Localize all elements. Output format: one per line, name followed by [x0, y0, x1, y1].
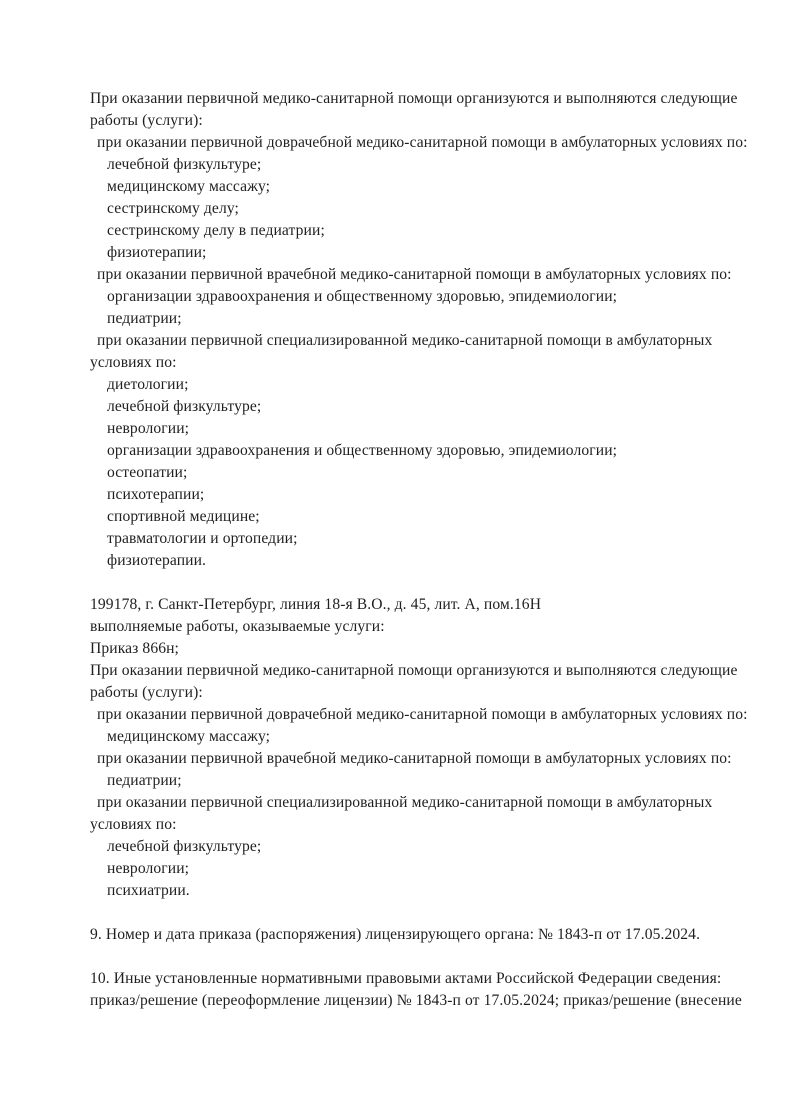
text-line: при оказании первичной специализированной медико-санитарной помощи в амбулаторных условиях по:: [90, 794, 713, 833]
text-line: неврологии;: [107, 860, 190, 877]
text-line: медицинскому массажу;: [107, 728, 271, 745]
text-line: 9. Номер и дата приказа (распоряжения) лицензирующего органа: № 1843-п от 17.05.2024.: [90, 926, 701, 943]
document-body: [90, 88, 766, 1012]
text-line: при оказании первичной врачебной медико-санитарной помощи в амбулаторных условиях по:: [97, 266, 732, 283]
text-line: организации здравоохранения и общественному здоровью, эпидемиологии;: [107, 442, 618, 459]
text-line: лечебной физкультуре;: [107, 838, 262, 855]
text-line: При оказании первичной медико-санитарной помощи организуются и выполняются следующие работы (услуги):: [90, 90, 738, 129]
text-line: Приказ 866н;: [90, 640, 179, 657]
text-line: сестринскому делу в педиатрии;: [107, 222, 325, 239]
text-line: 10. Иные установленные нормативными правовыми актами Российской Федерации сведения: приказ/решение (переоформление лицензии) № 1843-п от 17.05.2024; приказ/решение (внесение: [90, 970, 742, 1009]
text-line: 199178, г. Санкт-Петербург, линия 18-я В.О., д. 45, лит. А, пом.16Н: [90, 596, 542, 613]
text-line: при оказании первичной доврачебной медико-санитарной помощи в амбулаторных условиях по:: [97, 706, 748, 723]
text-line: При оказании первичной медико-санитарной помощи организуются и выполняются следующие работы (услуги):: [90, 662, 738, 701]
text-line: сестринскому делу;: [107, 200, 239, 217]
text-line: педиатрии;: [107, 310, 182, 327]
text-line: физиотерапии.: [107, 552, 207, 569]
blank-line: [90, 572, 766, 594]
text-line: физиотерапии;: [107, 244, 207, 261]
text-line: диетологии;: [107, 376, 189, 393]
text-line: спортивной медицине;: [107, 508, 260, 525]
blank-line: [90, 946, 766, 968]
text-line: остеопатии;: [107, 464, 188, 481]
text-line: психотерапии;: [107, 486, 205, 503]
text-line: при оказании первичной специализированной медико-санитарной помощи в амбулаторных условиях по:: [90, 332, 713, 371]
text-line: психиатрии.: [107, 882, 190, 899]
text-line: педиатрии;: [107, 772, 182, 789]
text-line: организации здравоохранения и общественному здоровью, эпидемиологии;: [107, 288, 618, 305]
text-line: неврологии;: [107, 420, 190, 437]
text-line: лечебной физкультуре;: [107, 156, 262, 173]
text-line: выполняемые работы, оказываемые услуги:: [90, 618, 385, 635]
text-line: при оказании первичной врачебной медико-санитарной помощи в амбулаторных условиях по:: [97, 750, 732, 767]
blank-line: [90, 902, 766, 924]
text-line: лечебной физкультуре;: [107, 398, 262, 415]
text-line: медицинскому массажу;: [107, 178, 271, 195]
text-line: травматологии и ортопедии;: [107, 530, 298, 547]
text-line: при оказании первичной доврачебной медико-санитарной помощи в амбулаторных условиях по:: [97, 134, 748, 151]
